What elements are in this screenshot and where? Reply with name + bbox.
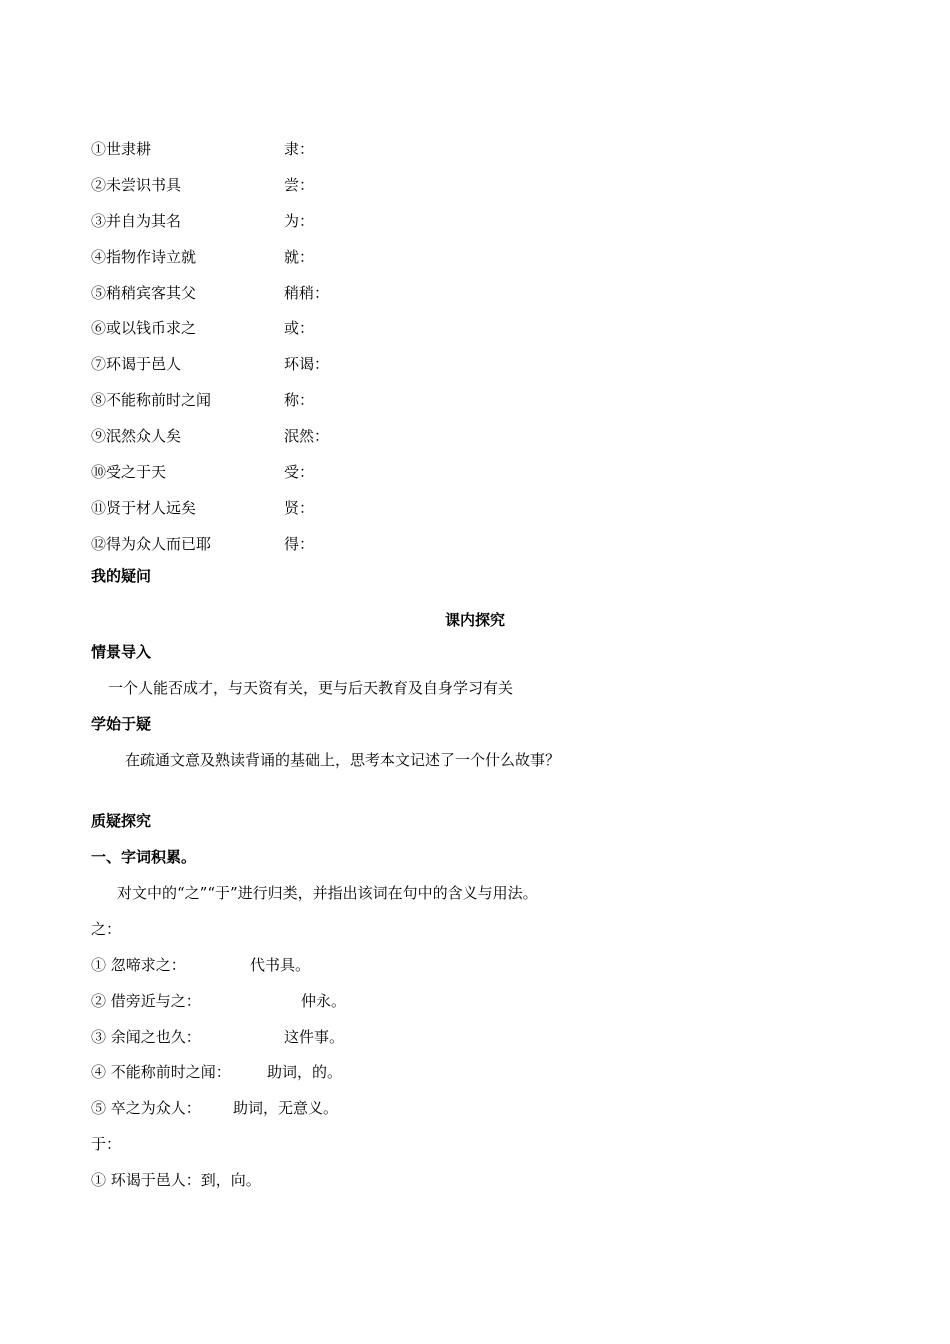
vocab-term: 尝：	[284, 176, 315, 194]
vocab-term: 就：	[284, 248, 315, 266]
vocab-term: 得：	[284, 535, 315, 553]
my-questions-heading: 我的疑问	[91, 567, 152, 585]
vocab-phrase: ⑦环谒于邑人	[91, 355, 182, 373]
zhi-phrase: ② 借旁近与之：	[91, 992, 201, 1010]
zhi-phrase: ① 忽啼求之：	[91, 956, 186, 974]
vocab-term: 称：	[284, 391, 315, 409]
zhi-meaning: 仲永。	[301, 992, 347, 1010]
yu-label: 于：	[91, 1135, 122, 1153]
vocab-term: 贤：	[284, 499, 315, 517]
vocab-term: 或：	[284, 319, 315, 337]
learn-from-doubt-heading: 学始于疑	[91, 715, 152, 733]
zhi-meaning: 代书具。	[250, 956, 311, 974]
learn-from-doubt-text: 在疏通文意及熟读背诵的基础上，思考本文记述了一个什么故事？	[125, 751, 561, 769]
yu-item: ① 环谒于邑人：到，向。	[91, 1171, 261, 1189]
scene-intro-text: 一个人能否成才，与天资有关，更与后天教育及自身学习有关	[108, 679, 514, 697]
inquiry-subheading: 一、字词积累。	[91, 848, 197, 866]
vocab-phrase: ⑥或以钱币求之	[91, 319, 197, 337]
vocab-term: 泯然：	[284, 427, 330, 445]
vocab-phrase: ④指物作诗立就	[91, 248, 197, 266]
zhi-phrase: ③ 余闻之也久：	[91, 1028, 201, 1046]
zhi-meaning: 助词，无意义。	[233, 1099, 339, 1117]
vocab-phrase: ⑤稍稍宾客其父	[91, 284, 197, 302]
zhi-label: 之：	[91, 920, 122, 938]
vocab-phrase: ⑫得为众人而已耶	[91, 535, 212, 553]
vocab-term: 为：	[284, 212, 315, 230]
vocab-phrase: ①世隶耕	[91, 140, 152, 158]
section-title: 课内探究	[444, 611, 505, 629]
vocab-phrase: ⑪贤于材人远矣	[91, 499, 197, 517]
zhi-meaning: 这件事。	[284, 1028, 345, 1046]
vocab-phrase: ⑧不能称前时之闻	[91, 391, 212, 409]
vocab-phrase: ②未尝识书具	[91, 176, 182, 194]
inquiry-instruction: 对文中的“之”“于”进行归类，并指出该词在句中的含义与用法。	[117, 884, 538, 902]
zhi-meaning: 助词，的。	[267, 1063, 343, 1081]
scene-intro-heading: 情景导入	[91, 643, 152, 661]
vocab-term: 受：	[284, 463, 315, 481]
vocab-phrase: ③并自为其名	[91, 212, 182, 230]
vocab-term: 稍稍：	[284, 284, 330, 302]
vocab-phrase: ⑨泯然众人矣	[91, 427, 182, 445]
zhi-phrase: ④ 不能称前时之闻：	[91, 1063, 231, 1081]
vocab-term: 隶：	[284, 140, 315, 158]
vocab-term: 环谒：	[284, 355, 330, 373]
zhi-phrase: ⑤ 卒之为众人：	[91, 1099, 201, 1117]
vocab-phrase: ⑩受之于天	[91, 463, 167, 481]
inquiry-heading: 质疑探究	[91, 812, 152, 830]
